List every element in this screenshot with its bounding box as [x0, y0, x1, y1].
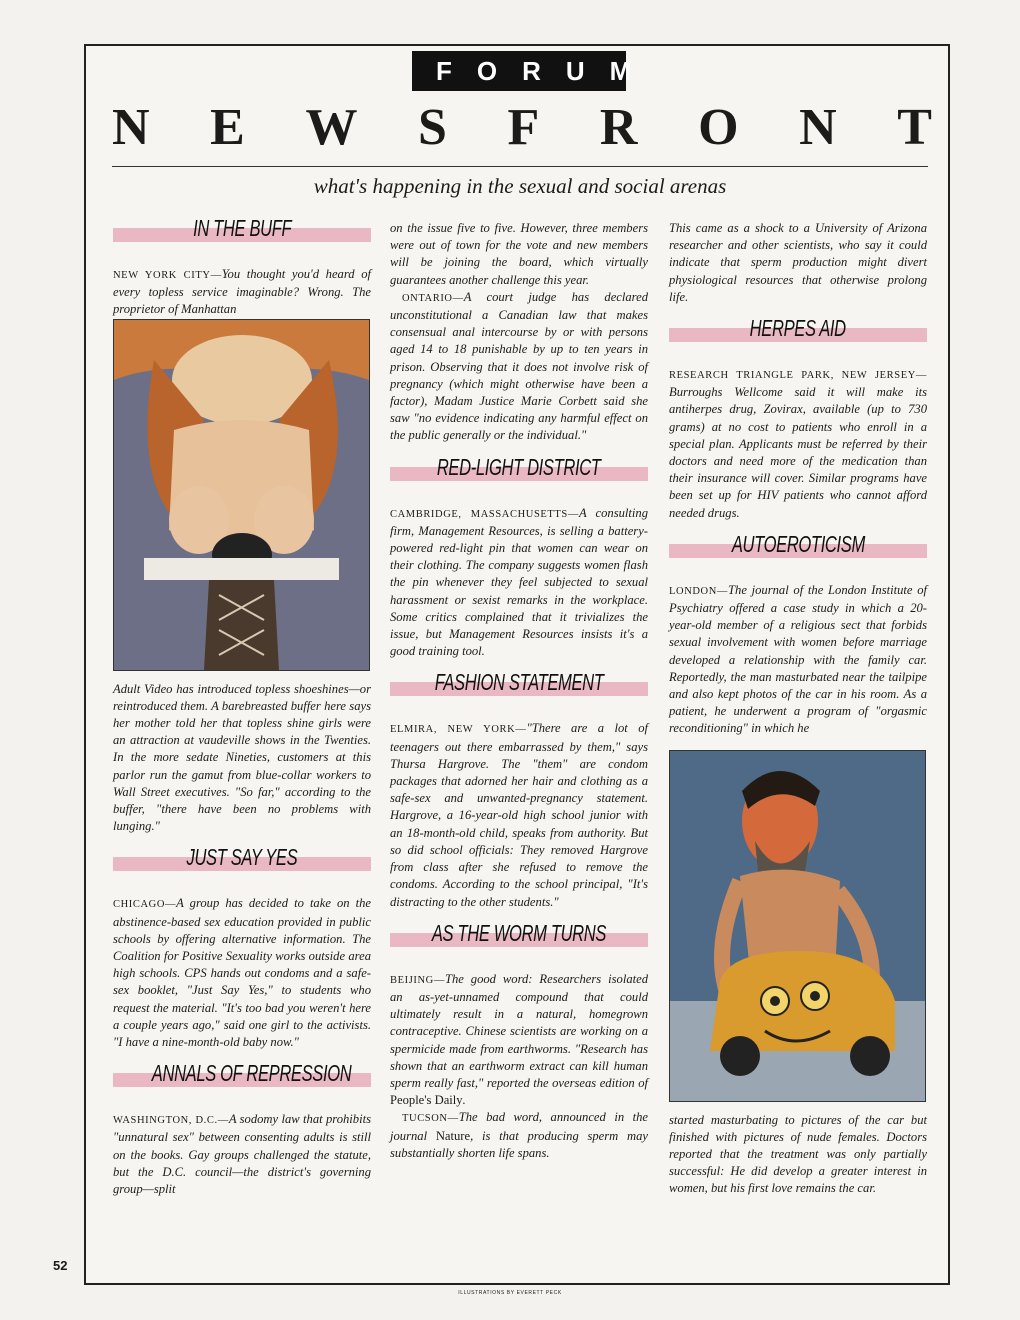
heading-text: AS THE WORM TURNS — [431, 919, 607, 946]
article-paragraph: ELMIRA, NEW YORK—"There are a lot of teenagers out there embarrassed by them," says Thursa Hargrove. The "them" are condom packages that adorned her hair and clothing as a safe-sex and unwanted-pregnancy statement. Hargrove, a 16-year-old high school junior with an 18-month-old child, speaks from authority. But so did school officials: They removed Hargrove from class after she refused to remove the condoms. According to the school principal, "It's distracting to the other students." — [390, 721, 648, 909]
dateline: LONDON— — [669, 585, 729, 597]
dateline: ELMIRA, NEW YORK— — [390, 724, 527, 736]
dateline: CHICAGO— — [113, 899, 177, 911]
dateline: RESEARCH TRIANGLE PARK, NEW JERSEY— — [669, 370, 927, 382]
section-heading — [669, 530, 927, 568]
heading-text: RED-LIGHT DISTRICT — [437, 453, 601, 480]
article-paragraph: Adult Video has introduced topless shoeshines—or reintroduced them. A barebreasted buffer here says her mother told her that topless shine girls were an attraction at vaudeville shows in the Twenties. In the more sedate Nineties, customers at this parlor run the gamut from blue-collar workers to Wall Street executives. "So far," according to the buffer, "there have been no problems with lunging." — [113, 681, 371, 834]
masthead-letter: R — [599, 99, 638, 156]
article-paragraph: This came as a shock to a University of Arizona researcher and other scientists, who say it could indicate that sperm production might divert physiological resources that otherwise prolong life. — [669, 221, 927, 304]
article-paragraph: TUCSON—The bad word, announced in the journal Nature, is that producing sperm may substantially shorten life spans. — [390, 1110, 648, 1160]
dateline: BEIJING— — [390, 974, 445, 986]
masthead-letter: F — [507, 99, 540, 156]
article-paragraph: ONTARIO—A court judge has declared unconstitutional a Canadian law that makes consensual anal intercourse by or with persons aged 14 to 18 punishable by up to ten years in prison. Observing that it does not involve risk of pregnancy (which might otherwise have been a factor), Madam Justice Marie Corbett said she saw "no evidence indicating any harmful effect on the public generally or the individual." — [390, 289, 648, 443]
header-rule — [112, 166, 928, 167]
page-subtitle: what's happening in the sexual and social arenas — [313, 174, 727, 198]
masthead-letter: N — [112, 99, 150, 156]
dateline: ONTARIO— — [402, 292, 464, 304]
masthead-letter: E — [210, 99, 245, 156]
column-1 — [113, 215, 372, 1198]
heading-text: AUTOEROTICISM — [731, 530, 865, 557]
article-paragraph: RESEARCH TRIANGLE PARK, NEW JERSEY—Burroughs Wellcome said it will make its antiherpes drug, Zovirax, available (up to 730 grams) at no cost to patients who enroll in a special plan. Applicants must be referred by their doctors and need more of the medication than their insurance will cover. Similar programs have been set up for HIV patients who cannot afford needed drugs. — [669, 370, 927, 520]
dateline: TUCSON— — [402, 1113, 459, 1125]
section-heading — [390, 453, 648, 491]
dateline: WASHINGTON, D.C.— — [113, 1115, 229, 1127]
masthead-letter: T — [897, 99, 932, 156]
page-number: 52 — [53, 1258, 68, 1273]
section-heading — [390, 669, 648, 706]
masthead-letter: S — [418, 99, 447, 156]
article-paragraph: WASHINGTON, D.C.—A sodomy law that prohibits "unnatural sex" between consenting adults is still on the books. Gay groups challenged the statute, but the D.C. council—the district's governing group—split — [113, 1112, 372, 1197]
article-paragraph: NEW YORK CITY—You thought you'd heard of every topless service imaginable? Wrong. The proprietor of Manhattan — [113, 267, 371, 317]
masthead — [112, 98, 932, 158]
heading-text: JUST SAY YES — [186, 844, 298, 871]
section-label: FORUM — [412, 51, 626, 91]
masthead-letter: N — [799, 99, 837, 156]
section-heading — [669, 315, 927, 352]
article-paragraph: CAMBRIDGE, MASSACHUSETTS—A consulting firm, Management Resources, is selling a battery-powered red-light pin that women can wear on their clothing. The company suggests women flash the pin whenever they feel subjected to sexual harassment or sexist remarks in the workplace. Some critics complained that it trivializes the issue, but Management Resources insists it's a good training tool. — [390, 505, 648, 659]
masthead-letter: O — [698, 99, 739, 156]
article-paragraph: BEIJING—The good word: Researchers isolated an as-yet-unnamed compound that could ultimately result in a natural, homegrown contraceptive. Chinese scientists are working on a spermicide made from earthworms. "Research has shown that an earthworm extract can kill human sperm really fast," reported the overseas edition of People's Daily. — [390, 971, 648, 1108]
article-paragraph: CHICAGO—A group has decided to take on the abstinence-based sex education provided in public schools by offering alternative information. The Coalition for Positive Sexuality works outside area high schools. CPS hands out condoms and a safe-sex booklet, "Just Say Yes," to students who request the material. "It's too bad you weren't here a couple years ago," said one girl to the activists. "I have a nine-month-old baby now." — [113, 896, 371, 1050]
dateline: CAMBRIDGE, MASSACHUSETTS— — [390, 508, 579, 520]
car-man-illustration — [669, 750, 926, 1102]
section-heading — [113, 215, 371, 252]
article-paragraph: LONDON—The journal of the London Institute of Psychiatry offered a case study in which a 20-year-old member of a religious sect that forbids sexual involvement with women before marriage developed a relationship with the family car. Reportedly, the man masturbated near the tailpipe and also kept photos of the car in his room. As a patient, he underwent a program of "orgasmic reconditioning" in which he — [669, 582, 927, 736]
heading-text: ANNALS OF REPRESSION — [151, 1060, 352, 1087]
section-heading — [113, 1060, 371, 1097]
heading-text: HERPES AID — [749, 315, 847, 342]
illustration-credit: ILLUSTRATIONS BY EVERETT PECK — [458, 1290, 562, 1296]
shoeshine-illustration — [113, 319, 370, 671]
publication-name: Nature — [435, 1128, 471, 1143]
section-heading — [390, 919, 648, 957]
article-paragraph: started masturbating to pictures of the car but finished with pictures of nude females. Doctors reported that the treatment was only partially successful: He did develop a greater interest in women, but his first love remains the car. — [669, 1112, 927, 1196]
dateline: NEW YORK CITY— — [113, 270, 222, 281]
heading-text: IN THE BUFF — [192, 215, 292, 241]
column-3 — [669, 220, 927, 1198]
section-heading — [113, 844, 371, 881]
article-paragraph: on the issue five to five. However, three members were out of town for the vote and new members will be joining the board, which virtually guarantees another challenge this year. — [390, 221, 648, 287]
heading-text: FASHION STATEMENT — [434, 669, 604, 696]
publication-name: People's Daily — [390, 1093, 463, 1108]
column-2 — [390, 220, 648, 1162]
masthead-letter: W — [305, 99, 358, 156]
